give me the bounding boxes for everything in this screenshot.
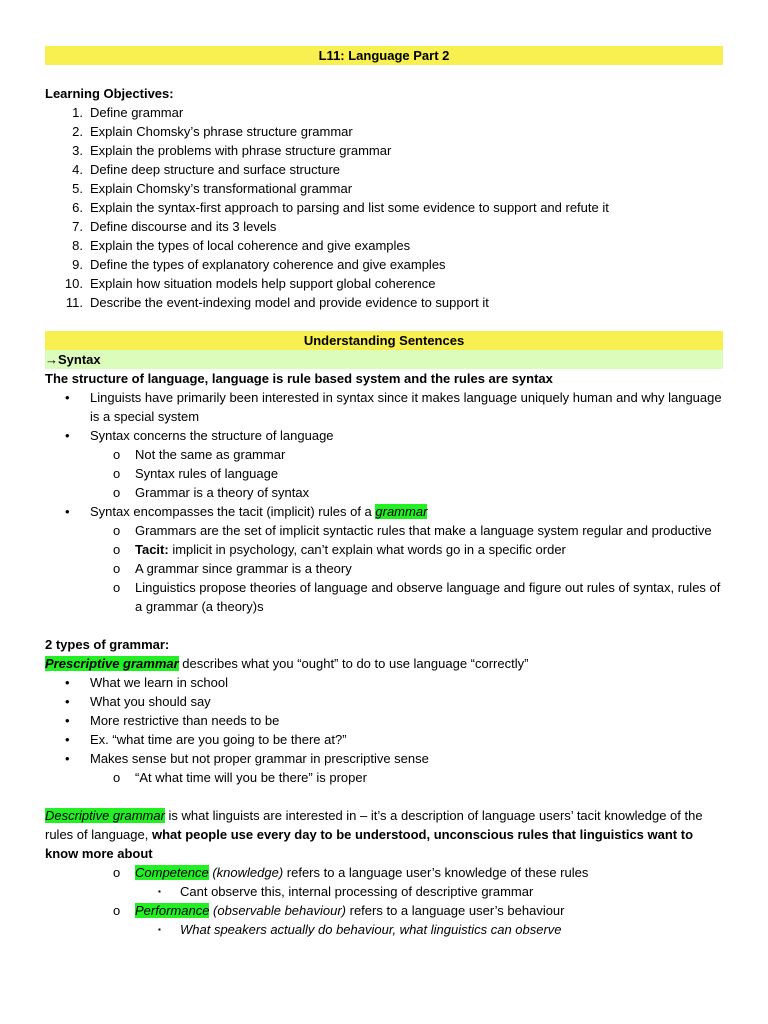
list-item: 5. Explain Chomsky’s transformational grammar (72, 181, 353, 196)
bullet-item: • Linguists have primarily been interested in syntax since it makes language uniquely human and why language is a special system (65, 390, 722, 424)
document-page (45, 46, 723, 939)
highlighted-term: Performance (135, 903, 210, 918)
list-item: 3. Explain the problems with phrase structure grammar (72, 143, 392, 158)
list-item: 6. Explain the syntax-first approach to parsing and list some evidence to support and refute it (72, 200, 609, 215)
highlighted-term: grammar (375, 504, 428, 519)
bullet-item: • Makes sense but not proper grammar in prescriptive sense (65, 751, 429, 766)
objectives-heading: Learning Objectives: (45, 86, 174, 101)
objectives-list (45, 103, 723, 312)
bullet-item: • Syntax encompasses the tacit (implicit) rules of a grammar (65, 504, 428, 519)
list-item: 8. Explain the types of local coherence and give examples (72, 238, 411, 253)
highlighted-term: Competence (135, 865, 209, 880)
page-title: L11: Language Part 2 (45, 46, 723, 65)
bullet-item: • What we learn in school (65, 675, 229, 690)
prescriptive-definition: Prescriptive grammar describes what you “ought” to do to use language “correctly” (45, 656, 529, 671)
bullet-item: • Syntax concerns the structure of language (65, 428, 334, 443)
sub-bullet-item: o Linguistics propose theories of language and observe language and figure out rules of syntax, rules of a grammar (a theory)s (113, 580, 721, 614)
sub-sub-bullet-item: ▪ Cant observe this, internal processing of descriptive grammar (158, 884, 534, 899)
bullet-item: • More restrictive than needs to be (65, 713, 280, 728)
sub-bullet-item: o A grammar since grammar is a theory (113, 561, 352, 576)
bullet-item: • Ex. “what time are you going to be there at?” (65, 732, 347, 747)
list-item: 7. Define discourse and its 3 levels (72, 219, 277, 234)
sub-sub-bullet-item: ▪ What speakers actually do behaviour, what linguistics can observe (158, 922, 562, 937)
bullet-item: • What you should say (65, 694, 211, 709)
list-item: 4. Define deep structure and surface structure (72, 162, 341, 177)
list-item: 2. Explain Chomsky’s phrase structure grammar (72, 124, 353, 139)
sub-bullet-item: o Grammars are the set of implicit syntactic rules that make a language system regular and productive (113, 523, 712, 538)
sub-bullet-item: o Grammar is a theory of syntax (113, 485, 310, 500)
syntax-subheading: →Syntax (45, 350, 723, 369)
list-item: 10. Explain how situation models help support global coherence (64, 276, 436, 291)
list-item: 11. Describe the event-indexing model and provide evidence to support it (65, 295, 489, 310)
highlighted-term: Descriptive grammar (45, 808, 165, 823)
sub-bullet-item: o Performance (observable behaviour) refers to a language user’s behaviour (113, 903, 565, 918)
sub-bullet-item: o Syntax rules of language (113, 466, 279, 481)
descriptive-definition: Descriptive grammar is what linguists are interested in – it’s a description of language users’ tacit knowledge of the rules of language, what people use every day to be understood, unconscious rules that linguistics want to know more about (45, 808, 703, 861)
sub-bullet-item: o Competence (knowledge) refers to a language user’s knowledge of these rules (113, 865, 589, 880)
section-title: Understanding Sentences (45, 331, 723, 350)
list-item: 9. Define the types of explanatory coherence and give examples (72, 257, 446, 272)
sub-bullet-item: o “At what time will you be there” is proper (113, 770, 367, 785)
highlighted-term: Prescriptive grammar (45, 656, 179, 671)
syntax-intro: The structure of language, language is rule based system and the rules are syntax (45, 371, 553, 386)
list-item: 1. Define grammar (72, 105, 184, 120)
grammar-types-heading: 2 types of grammar: (45, 637, 170, 652)
sub-bullet-item: o Not the same as grammar (113, 447, 286, 462)
sub-bullet-item: o Tacit: implicit in psychology, can’t explain what words go in a specific order (113, 542, 566, 557)
